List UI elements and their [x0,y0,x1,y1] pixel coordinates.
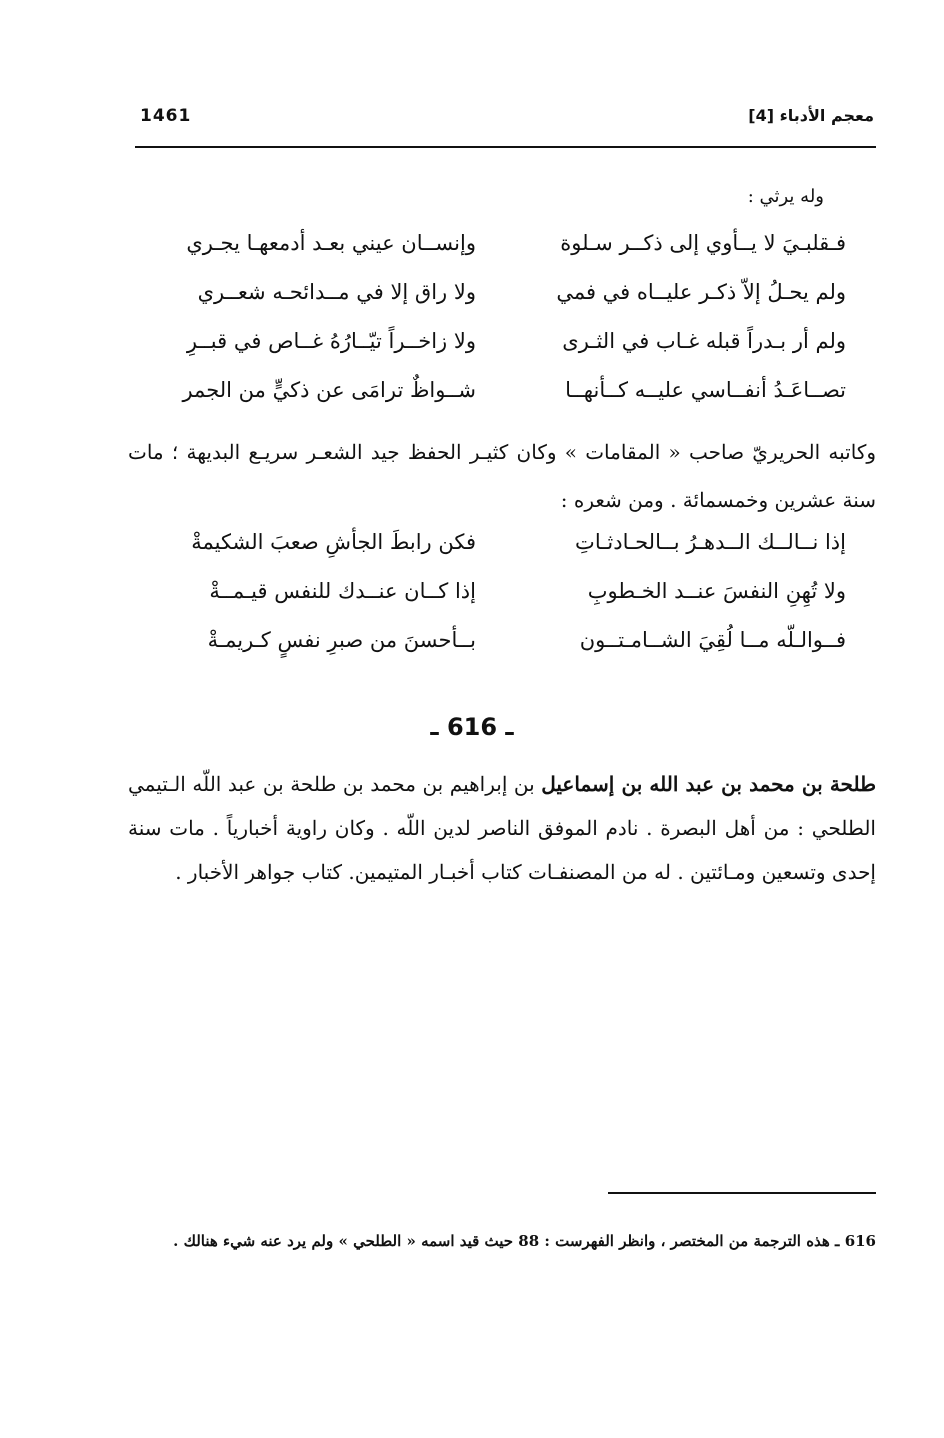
intro-line: وله يرثي : [747,186,824,207]
verse-first-hemistich: ولم يحـلُ إلاّ ذكـر عليــاه في فمي [556,280,846,304]
prose-paragraph: وكاتبه الحريريّ صاحب « المقامات » وكان كثيـر الحفظ جيد الشعـر سريـع البديهة ؛ مات سنة عشرين وخمسمائة . ومن شعره : [128,440,876,512]
poem-2-verse [135,527,876,576]
page-header [0,0,944,160]
verse-first-hemistich: إذا نــالــك الــدهـرُ بــالحـادثـاتِ [575,530,846,554]
verse-second-hemistich: إذا كــان عنــدك للنفس قيـمــةْ [209,579,476,603]
poem-2-verse [135,625,876,674]
poem-1 [135,228,876,424]
biography-paragraph [128,762,876,894]
biography-name: طلحة بن محمد بن عبد الله بن إسماعيل [541,772,877,796]
verse-first-hemistich: ولم أر بـدراً قبله غـاب في الثـرى [562,329,846,353]
footnote: 616 ـ هذه الترجمة من المختصر ، وانظر الفهرست : 88 حيث قيد اسمه « الطلحي » ولم يرد عنه شيء هنالك . [173,1232,876,1250]
page-number: 1461 [140,106,192,126]
verse-first-hemistich: ولا تُهِنِ النفسَ عنــد الخـطوبِ [587,579,846,603]
verse-second-hemistich: ولا راق إلا في مــدائحـه شعــري [197,280,476,304]
verse-second-hemistich: بــأحسنَ من صبرِ نفسٍ كـريمـةْ [207,628,476,652]
poem-1-verse [135,375,876,424]
verse-second-hemistich: ولا زاخــراً تيّــارُهُ غــاص في قبــرِ [186,329,476,353]
entry-number: ـ 616 ـ [430,713,514,741]
header-rule [135,146,876,148]
verse-first-hemistich: فـقلبـيَ لا يــأوي إلى ذكــر سـلوة [560,231,846,255]
verse-second-hemistich: وإنســان عيني بعـد أدمعهـا يجـري [186,231,476,255]
poem-1-verse [135,326,876,375]
poem-1-verse [135,277,876,326]
verse-first-hemistich: تصــاعَـدُ أنفــاسي عليــه كــأنهــا [565,378,846,402]
biography-text: بن إبراهيم بن محمد بن طلحة بن عبد اللّه الـتيمي الطلحي : من أهل البصرة . نادم الموفق الناصر لدين اللّه . وكان راوية أخبارياً . مات سنة إحدى وتسعين ومـائتين . له من المصنفـات كتاب أخبـار المتيمين. كتاب جواهر الأخبار . [128,772,876,884]
footnote-rule [608,1192,876,1194]
verse-second-hemistich: فكن رابطَ الجأشِ صعبَ الشكيمةْ [191,530,476,554]
running-title: معجم الأدباء [4] [748,106,874,125]
poem-1-verse [135,228,876,277]
verse-first-hemistich: فــوالـلّه مــا لُقِيَ الشــامـتــون [579,628,846,652]
poem-2 [135,527,876,674]
poem-2-verse [135,576,876,625]
verse-second-hemistich: شــواظٌ ترامَى عن ذكيٍّ من الجمر [182,378,476,402]
